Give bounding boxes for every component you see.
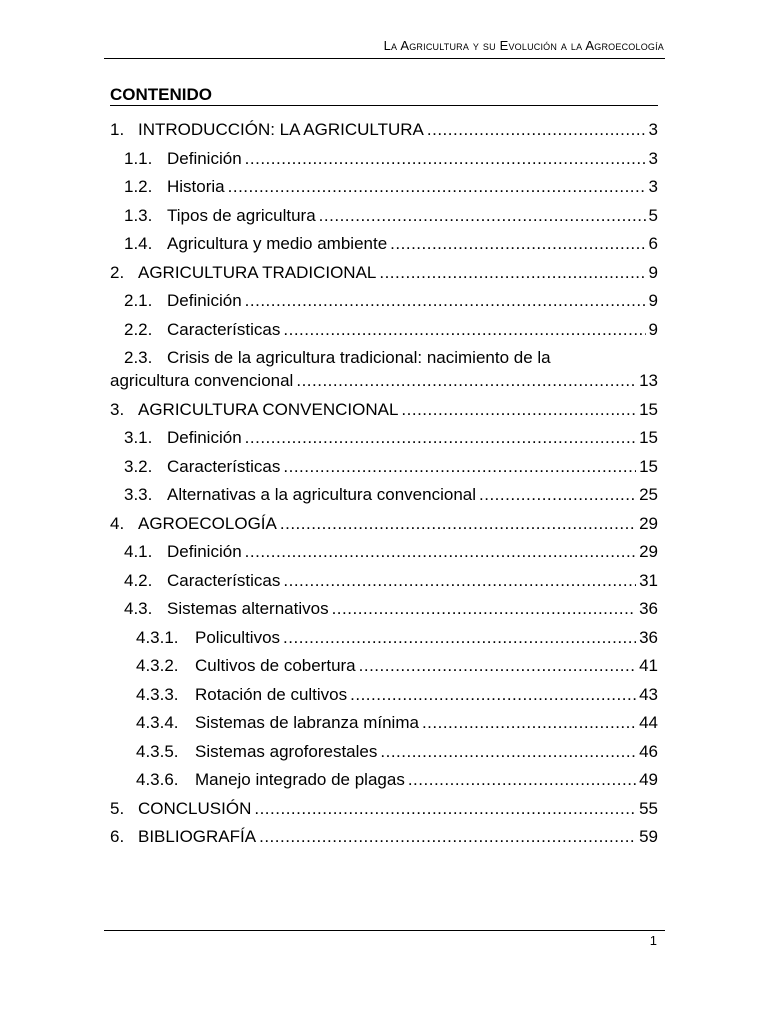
- toc-leader-dots: [254, 797, 636, 820]
- toc-entry[interactable]: [110, 289, 658, 312]
- toc-entry[interactable]: [110, 147, 658, 170]
- toc-leader-dots: [296, 369, 636, 392]
- toc-leader-dots: [332, 597, 637, 620]
- toc-entry-label: Sistemas de labranza mínima: [195, 713, 419, 732]
- toc-leader-dots: [283, 626, 636, 649]
- toc-entry-label: Características: [167, 571, 281, 590]
- toc-leader-dots: [245, 289, 646, 312]
- toc-entry-number: 2.: [110, 263, 125, 282]
- toc-leader-dots: [280, 512, 636, 535]
- toc-entry[interactable]: [110, 426, 658, 449]
- toc-entry-number: 4.3.: [124, 599, 153, 618]
- toc-entry-number: 4.3.6.: [136, 770, 179, 789]
- toc-title: CONTENIDO: [110, 85, 658, 106]
- toc-entry[interactable]: [110, 204, 658, 227]
- toc-entry-number: 1.2.: [124, 177, 153, 196]
- toc-entry-number: 1.4.: [124, 234, 153, 253]
- toc-entry-page: 15: [639, 428, 658, 447]
- toc-entry[interactable]: [110, 261, 658, 284]
- toc-entry-number: 4.2.: [124, 571, 153, 590]
- page-number: 1: [649, 933, 657, 948]
- toc-leader-dots: [319, 204, 646, 227]
- toc-entry-number: 1.1.: [124, 149, 153, 168]
- toc-entry-page: 3: [648, 120, 658, 139]
- toc-entry-page: 46: [639, 742, 658, 761]
- toc-leader-dots: [245, 426, 636, 449]
- toc-leader-dots: [379, 261, 645, 284]
- toc-leader-dots: [283, 455, 636, 478]
- toc-entry-label: Características: [167, 320, 281, 339]
- toc-entry-number: 4.3.1.: [136, 628, 179, 647]
- toc-entry-number: 2.3.: [124, 348, 153, 367]
- toc-entry-page: 41: [639, 656, 658, 675]
- toc-entry-number: 6.: [110, 827, 125, 846]
- toc-entry[interactable]: [110, 626, 658, 649]
- toc-leader-dots: [401, 398, 636, 421]
- toc-entry-page: 29: [639, 542, 658, 561]
- toc-entry-page: 49: [639, 770, 658, 789]
- toc-entry-page: 15: [639, 400, 658, 419]
- toc-entry-page: 15: [639, 457, 658, 476]
- toc-entry-label: Sistemas agroforestales: [195, 742, 378, 761]
- toc-leader-dots: [422, 711, 636, 734]
- running-header: La Agricultura y su Evolución a la Agroecología: [383, 38, 664, 53]
- toc-entry-page: 36: [639, 599, 658, 618]
- toc-leader-dots: [408, 768, 636, 791]
- toc-entry-page: 29: [639, 514, 658, 533]
- toc-entry[interactable]: [110, 825, 658, 848]
- toc-entry-number: 1.3.: [124, 206, 153, 225]
- toc-leader-dots: [350, 683, 636, 706]
- toc-entry-page: 13: [639, 371, 658, 390]
- toc-entry-label-continued: agricultura convencional: [110, 371, 294, 390]
- toc-entry-label: Rotación de cultivos: [195, 685, 348, 704]
- toc-entry-label: Alternativas a la agricultura convencional: [167, 485, 477, 504]
- toc-entry-page: 5: [648, 206, 658, 225]
- toc-leader-dots: [283, 569, 636, 592]
- toc-entry-label: BIBLIOGRAFÍA: [138, 827, 257, 846]
- toc-entry-page: 43: [639, 685, 658, 704]
- toc-leader-dots: [479, 483, 636, 506]
- toc-entry-label: Características: [167, 457, 281, 476]
- toc-entry[interactable]: [110, 175, 658, 198]
- toc-entry-label: Definición: [167, 291, 242, 310]
- toc-entry[interactable]: [110, 654, 658, 677]
- toc-entry-number: 2.1.: [124, 291, 153, 310]
- toc-entry-label: Manejo integrado de plagas: [195, 770, 405, 789]
- toc-entry-label: CONCLUSIÓN: [138, 799, 252, 818]
- toc-entry-label: Tipos de agricultura: [167, 206, 316, 225]
- toc-entry-page: 55: [639, 799, 658, 818]
- toc-leader-dots: [390, 232, 645, 255]
- toc-entry[interactable]: [110, 569, 658, 592]
- toc-entry-number: 4.3.3.: [136, 685, 179, 704]
- toc-entry-page: 59: [639, 827, 658, 846]
- toc-entry-number: 3.1.: [124, 428, 153, 447]
- toc-entry[interactable]: [110, 683, 658, 706]
- toc-entry-page: 3: [648, 149, 658, 168]
- toc-entry-number: 4.3.2.: [136, 656, 179, 675]
- toc-leader-dots: [427, 118, 646, 141]
- toc-entry-number: 5.: [110, 799, 125, 818]
- toc-entry[interactable]: [110, 740, 658, 763]
- toc-entry-label: AGROECOLOGÍA: [138, 514, 277, 533]
- toc-entry-number: 3.: [110, 400, 125, 419]
- toc-entry-label: Definición: [167, 542, 242, 561]
- toc-entry-label: Historia: [167, 177, 225, 196]
- toc-entry-number: 2.2.: [124, 320, 153, 339]
- toc-entry[interactable]: [110, 118, 658, 141]
- toc-entry[interactable]: [110, 369, 658, 392]
- toc-entry-number: 4.3.5.: [136, 742, 179, 761]
- toc-entry[interactable]: [110, 232, 658, 255]
- toc-entry-page: 36: [639, 628, 658, 647]
- toc-entry-label: Definición: [167, 149, 242, 168]
- toc-entry-page: 25: [639, 485, 658, 504]
- header-rule: [104, 58, 665, 59]
- toc-entry[interactable]: [110, 597, 658, 620]
- toc-entry[interactable]: [110, 711, 658, 734]
- toc-entry-label: Policultivos: [195, 628, 281, 647]
- toc-entry[interactable]: [110, 318, 658, 341]
- toc-entry[interactable]: [110, 455, 658, 478]
- toc-leader-dots: [259, 825, 636, 848]
- toc-entry[interactable]: [110, 797, 658, 820]
- toc-entry[interactable]: [110, 398, 658, 421]
- toc-entry[interactable]: [110, 540, 658, 563]
- toc-entry-label: AGRICULTURA CONVENCIONAL: [138, 400, 399, 419]
- toc-leader-dots: [380, 740, 636, 763]
- toc-leader-dots: [283, 318, 645, 341]
- toc-entry-page: 44: [639, 713, 658, 732]
- toc-entry-page: 9: [648, 291, 658, 310]
- toc-leader-dots: [245, 540, 636, 563]
- toc-leader-dots: [245, 147, 646, 170]
- toc-entry-number: 4.: [110, 514, 125, 533]
- toc-entry[interactable]: [110, 768, 658, 791]
- toc-entry[interactable]: [110, 512, 658, 535]
- toc-entry-page: 3: [648, 177, 658, 196]
- toc-entry-label: AGRICULTURA TRADICIONAL: [138, 263, 377, 282]
- toc-entry-label: Crisis de la agricultura tradicional: nacimiento de la: [167, 348, 551, 367]
- toc-entry-page: 9: [648, 263, 658, 282]
- toc-entry-number: 3.2.: [124, 457, 153, 476]
- toc-entry-label: Agricultura y medio ambiente: [167, 234, 388, 253]
- toc-entry-page: 6: [648, 234, 658, 253]
- toc-entry-label: Sistemas alternativos: [167, 599, 329, 618]
- toc-entry-page: 31: [639, 571, 658, 590]
- toc-entry-number: 4.3.4.: [136, 713, 179, 732]
- toc-leader-dots: [359, 654, 636, 677]
- footer-rule: [104, 930, 665, 931]
- toc-entry-label: Cultivos de cobertura: [195, 656, 356, 675]
- toc-entry-number: 4.1.: [124, 542, 153, 561]
- toc-entry-number: 3.3.: [124, 485, 153, 504]
- toc-leader-dots: [228, 175, 646, 198]
- toc-entry-wrapped-line[interactable]: [124, 346, 658, 369]
- toc-entry-number: 1.: [110, 120, 125, 139]
- toc-entry-page: 9: [648, 320, 658, 339]
- toc-entry-label: Definición: [167, 428, 242, 447]
- toc-entry[interactable]: [110, 483, 658, 506]
- toc-entry-label: INTRODUCCIÓN: LA AGRICULTURA: [138, 120, 424, 139]
